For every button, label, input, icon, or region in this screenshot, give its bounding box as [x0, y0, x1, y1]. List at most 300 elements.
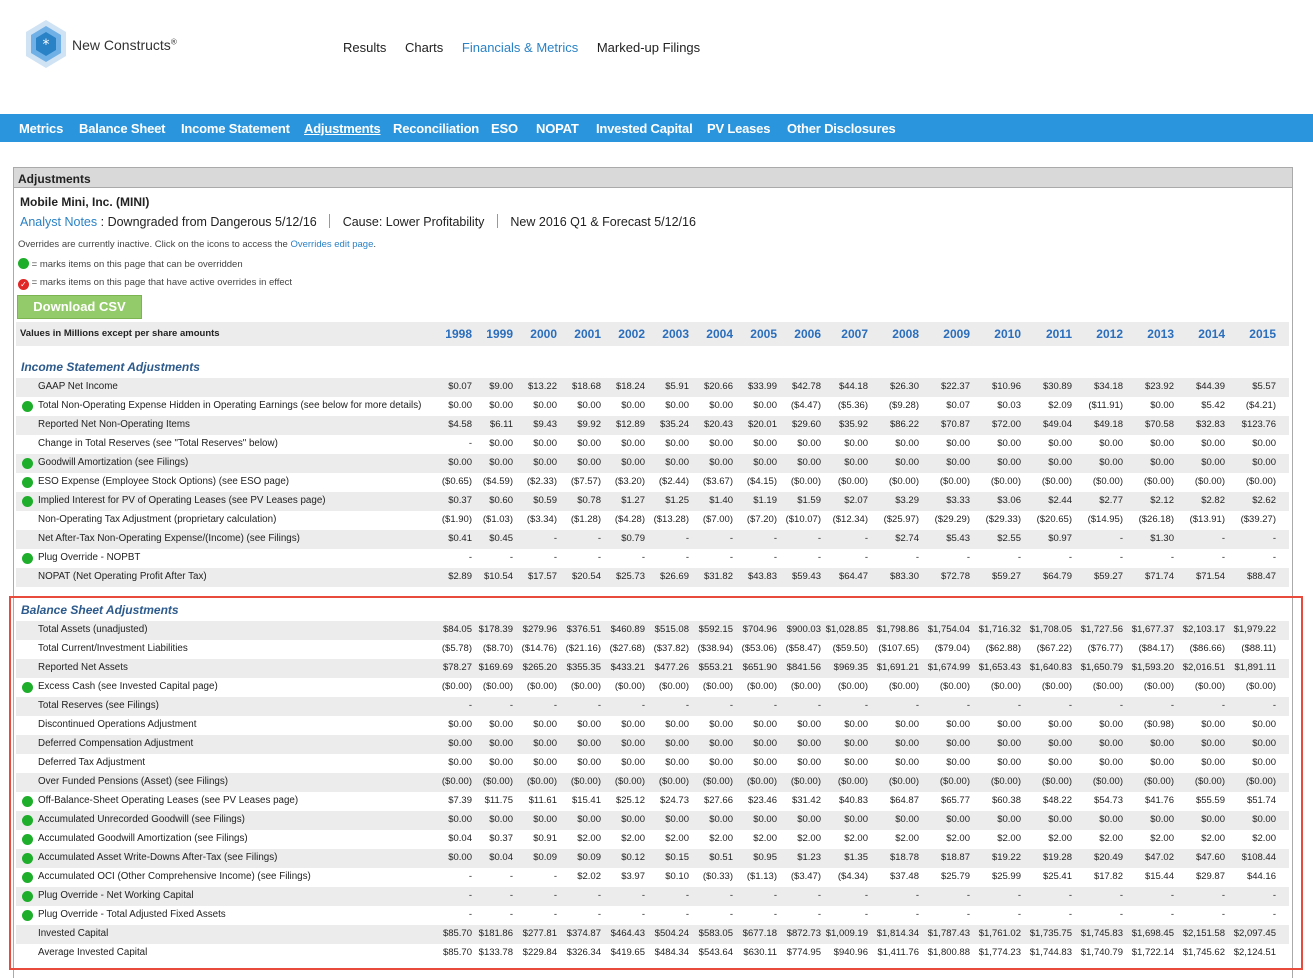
cell-value: $2,103.17 [1182, 624, 1225, 635]
cell-value: - [509, 871, 513, 882]
cell-value: $0.00 [1048, 457, 1072, 468]
cell-value: ($26.18) [1138, 514, 1174, 525]
cell-value: $20.01 [747, 419, 777, 430]
cell-value: $49.04 [1042, 419, 1072, 430]
cell-value: $1.27 [621, 495, 645, 506]
cell-value: $64.47 [838, 571, 868, 582]
cell-value: $2.55 [997, 533, 1021, 544]
cell-value: $2.00 [753, 833, 777, 844]
cell-value: $0.00 [621, 738, 645, 749]
override-dot-icon[interactable] [22, 553, 33, 564]
cell-value: ($62.88) [985, 643, 1021, 654]
cell-value: - [966, 552, 970, 563]
cell-value: $49.18 [1093, 419, 1123, 430]
cell-value: $0.07 [946, 400, 970, 411]
cell-value: $515.08 [654, 624, 689, 635]
year-header: 2006 [794, 327, 821, 341]
cell-value: ($2.44) [658, 476, 689, 487]
cell-value: $376.51 [566, 624, 601, 635]
row-label: ESO Expense (Employee Stock Options) (see ESO page) [38, 476, 290, 487]
analyst-notes-link[interactable]: Analyst Notes [20, 215, 98, 229]
cell-value: $5.42 [1201, 400, 1225, 411]
cell-value: $0.09 [577, 852, 601, 863]
cell-value: ($1.13) [746, 871, 777, 882]
cell-value: - [773, 909, 777, 920]
cell-value: $1,411.76 [877, 947, 919, 958]
cell-value: $2,124.51 [1233, 947, 1276, 958]
cell-value: $0.00 [1201, 738, 1225, 749]
cell-value: $3.06 [997, 495, 1021, 506]
cell-value: $0.00 [489, 719, 513, 730]
cell-value: $326.34 [566, 947, 601, 958]
cell-value: - [817, 700, 821, 711]
table-row [16, 416, 1289, 435]
cell-value: $32.83 [1195, 419, 1225, 430]
row-label: GAAP Net Income [38, 381, 118, 392]
cell-value: $1.25 [665, 495, 689, 506]
table-row [16, 549, 1289, 568]
cell-value: ($0.00) [482, 776, 513, 787]
cell-value: $20.43 [703, 419, 733, 430]
cell-value: - [1068, 552, 1072, 563]
cell-value: - [915, 890, 919, 901]
cell-value: $0.00 [1201, 719, 1225, 730]
cell-value: - [509, 700, 513, 711]
cell-value: $4.58 [448, 419, 472, 430]
cell-value: ($4.28) [614, 514, 645, 525]
new-constructs-logo[interactable] [22, 18, 70, 70]
topnav-charts[interactable]: Charts [404, 40, 444, 55]
cell-value: $0.00 [709, 400, 733, 411]
cell-value: $54.73 [1093, 795, 1123, 806]
cell-value: - [553, 533, 557, 544]
row-label: Reported Net Non-Operating Items [38, 419, 190, 430]
cell-value: $0.00 [1150, 438, 1174, 449]
cell-value: - [553, 909, 557, 920]
overrides-status: Overrides are currently inactive. Click on the icons to access the Overrides edit page. [18, 239, 377, 250]
cell-value: $1,744.83 [1029, 947, 1072, 958]
top-nav [343, 40, 715, 55]
cell-value: - [553, 552, 557, 563]
cell-value: $1,677.37 [1131, 624, 1174, 635]
cell-value: $0.00 [1201, 814, 1225, 825]
cell-value: - [773, 700, 777, 711]
cell-value: $1,722.14 [1131, 947, 1174, 958]
cell-value: $0.00 [844, 719, 868, 730]
year-header: 2005 [750, 327, 777, 341]
cell-value: $44.39 [1195, 381, 1225, 392]
cell-value: $0.00 [895, 438, 919, 449]
cell-value: $0.78 [577, 495, 601, 506]
cell-value: $169.69 [478, 662, 513, 673]
cell-value: $11.61 [528, 795, 557, 806]
cell-value: ($7.20) [746, 514, 777, 525]
row-label: Total Assets (unadjusted) [38, 624, 148, 635]
cell-value: $0.12 [621, 852, 645, 863]
cell-value: $0.00 [844, 814, 868, 825]
cell-value: $0.00 [1099, 757, 1123, 768]
cell-value: ($25.97) [883, 514, 919, 525]
cell-value: $72.78 [940, 571, 970, 582]
cell-value: $0.00 [533, 457, 557, 468]
cell-value: $11.75 [484, 795, 513, 806]
cell-value: $1,708.05 [1029, 624, 1072, 635]
cell-value: $12.89 [615, 419, 645, 430]
cell-value: - [468, 890, 472, 901]
cell-value: ($0.00) [746, 681, 777, 692]
cell-value: $0.00 [577, 738, 601, 749]
cell-value: $651.90 [742, 662, 777, 673]
cell-value: $2.00 [946, 833, 970, 844]
cell-value: $0.00 [665, 719, 689, 730]
cell-value: - [1068, 700, 1072, 711]
sub-nav [0, 114, 1313, 142]
cell-value: $64.79 [1042, 571, 1072, 582]
override-dot-icon[interactable] [22, 496, 33, 507]
cell-value: $2.00 [895, 833, 919, 844]
cell-value: ($37.82) [653, 643, 689, 654]
subnav-balance-sheet[interactable]: Balance Sheet [79, 121, 166, 136]
cell-value: $1,754.04 [927, 624, 970, 635]
cell-value: ($3.20) [614, 476, 645, 487]
cell-value: - [915, 700, 919, 711]
subnav-reconciliation[interactable]: Reconciliation [393, 121, 480, 136]
cell-value: $2.00 [709, 833, 733, 844]
cell-value: - [641, 700, 645, 711]
cell-value: $0.00 [448, 738, 472, 749]
subnav-adjustments[interactable]: Adjustments [304, 121, 381, 136]
cell-value: $29.87 [1195, 871, 1225, 882]
cell-value: $0.00 [621, 400, 645, 411]
topnav-financials-metrics[interactable]: Financials & Metrics [461, 40, 579, 55]
cell-value: - [773, 533, 777, 544]
cell-value: $0.00 [709, 457, 733, 468]
cell-value: $70.87 [940, 419, 970, 430]
cell-value: ($0.00) [790, 681, 821, 692]
cell-value: $1,979.22 [1233, 624, 1276, 635]
cell-value: ($0.00) [746, 776, 777, 787]
cell-value: $0.00 [753, 457, 777, 468]
cell-value: $25.73 [615, 571, 645, 582]
cell-value: $0.00 [1252, 438, 1276, 449]
cell-value: - [553, 890, 557, 901]
cell-value: $0.00 [489, 757, 513, 768]
cell-value: $1,674.99 [927, 662, 970, 673]
cell-value: - [641, 890, 645, 901]
cell-value: ($14.76) [521, 643, 557, 654]
cell-value: $25.41 [1042, 871, 1072, 882]
cell-value: ($0.00) [939, 681, 970, 692]
cell-value: $0.00 [1099, 438, 1123, 449]
cell-value: $2.00 [797, 833, 821, 844]
cell-value: $0.00 [797, 814, 821, 825]
cell-value: $0.00 [709, 738, 733, 749]
brand-name[interactable]: New Constructs® [72, 37, 177, 53]
cell-value: - [817, 552, 821, 563]
cell-value: ($0.00) [837, 776, 868, 787]
cell-value: $0.04 [489, 852, 513, 863]
cell-value: $0.00 [709, 438, 733, 449]
year-header: 2003 [662, 327, 689, 341]
cell-value: ($0.00) [658, 681, 689, 692]
cell-value: $0.00 [621, 457, 645, 468]
override-dot-icon[interactable] [22, 401, 33, 412]
cell-value: - [1272, 533, 1276, 544]
download-csv-button[interactable]: Download CSV [17, 295, 142, 319]
cell-value: $0.00 [797, 457, 821, 468]
cell-value: $0.00 [753, 438, 777, 449]
cell-value: ($0.00) [837, 476, 868, 487]
subnav-nopat[interactable]: NOPAT [536, 121, 579, 136]
cell-value: $0.00 [448, 814, 472, 825]
table-row [16, 568, 1289, 587]
topnav-marked-up-filings[interactable]: Marked-up Filings [596, 40, 701, 55]
cell-value: ($3.67) [702, 476, 733, 487]
cell-value: $2.00 [844, 833, 868, 844]
cell-value: - [1068, 890, 1072, 901]
cell-value: - [729, 700, 733, 711]
cell-value: ($53.06) [741, 643, 777, 654]
override-dot-icon[interactable] [22, 458, 33, 469]
cell-value: $44.18 [838, 381, 868, 392]
row-label: Net After-Tax Non-Operating Expense/(Income) (see Filings) [38, 533, 300, 544]
cell-value: - [468, 871, 472, 882]
overrides-edit-link[interactable]: Overrides edit page [290, 239, 374, 250]
subnav-pv-leases[interactable]: PV Leases [707, 121, 771, 136]
year-header: 2010 [994, 327, 1021, 341]
row-label: Total Current/Investment Liabilities [38, 643, 188, 654]
cell-value: ($0.00) [1092, 476, 1123, 487]
cell-value: $229.84 [522, 947, 557, 958]
year-header: 2001 [574, 327, 601, 341]
row-label: Deferred Compensation Adjustment [38, 738, 194, 749]
section-title: Balance Sheet Adjustments [21, 603, 179, 617]
cell-value: $0.00 [946, 719, 970, 730]
cell-value: $0.00 [844, 738, 868, 749]
subnav-other-disclosures[interactable]: Other Disclosures [787, 121, 896, 136]
year-header: 2015 [1249, 327, 1276, 341]
cell-value: $419.65 [610, 947, 645, 958]
cell-value: ($0.00) [1245, 776, 1276, 787]
cell-value: ($0.98) [1143, 719, 1174, 730]
row-label: Implied Interest for PV of Operating Leases (see PV Leases page) [38, 495, 326, 506]
note-cause: Cause: Lower Profitability [342, 215, 485, 229]
cell-value: $0.00 [621, 814, 645, 825]
cell-value: $0.97 [1048, 533, 1072, 544]
cell-value: - [1221, 700, 1225, 711]
cell-value: $2,097.45 [1233, 928, 1276, 939]
cell-value: ($3.47) [790, 871, 821, 882]
section-title: Income Statement Adjustments [21, 360, 200, 374]
cell-value: - [1221, 533, 1225, 544]
red-check-icon: ✓ [18, 279, 29, 290]
cell-value: ($1.03) [482, 514, 513, 525]
cell-value: $0.00 [797, 738, 821, 749]
cell-value: $59.27 [991, 571, 1021, 582]
cell-value: $0.00 [1048, 438, 1072, 449]
cell-value: $0.00 [997, 457, 1021, 468]
cell-value: $0.00 [997, 814, 1021, 825]
cell-value: ($0.00) [1143, 776, 1174, 787]
cell-value: $543.64 [698, 947, 733, 958]
cell-value: $0.00 [577, 438, 601, 449]
cell-value: - [817, 909, 821, 920]
cell-value: $592.15 [698, 624, 733, 635]
cell-value: $26.30 [889, 381, 919, 392]
row-label: Accumulated Unrecorded Goodwill (see Filings) [38, 814, 245, 825]
cell-value: $13.22 [527, 381, 557, 392]
cell-value: $1,727.56 [1080, 624, 1123, 635]
cell-value: $0.15 [665, 852, 689, 863]
cell-value: $9.00 [489, 381, 513, 392]
cell-value: ($0.00) [888, 476, 919, 487]
cell-value: ($0.00) [1092, 681, 1123, 692]
cell-value: ($8.70) [482, 643, 513, 654]
table-row [16, 397, 1289, 416]
cell-value: - [773, 552, 777, 563]
subnav-invested-capital[interactable]: Invested Capital [596, 121, 693, 136]
cell-value: - [729, 552, 733, 563]
cell-value: $2.00 [1048, 833, 1072, 844]
row-label: Accumulated OCI (Other Comprehensive Income) (see Filings) [38, 871, 311, 882]
cell-value: $0.00 [533, 757, 557, 768]
cell-value: $872.73 [786, 928, 821, 939]
cell-value: $0.00 [489, 814, 513, 825]
cell-value: $25.99 [991, 871, 1021, 882]
cell-value: $0.60 [489, 495, 513, 506]
cell-value: $0.00 [448, 852, 472, 863]
cell-value: $42.78 [791, 381, 821, 392]
cell-value: - [597, 909, 601, 920]
cell-value: $900.03 [786, 624, 821, 635]
cell-value: ($3.34) [526, 514, 557, 525]
cell-value: ($0.00) [888, 776, 919, 787]
cell-value: $0.00 [621, 438, 645, 449]
cell-value: $2.00 [1099, 833, 1123, 844]
subnav-eso[interactable]: ESO [491, 121, 518, 136]
cell-value: ($0.00) [614, 776, 645, 787]
cell-value: ($88.11) [1241, 643, 1276, 654]
cell-value: $1.35 [844, 852, 868, 863]
cell-value: ($0.00) [990, 681, 1021, 692]
cell-value: $0.00 [665, 814, 689, 825]
cell-value: $630.11 [743, 947, 777, 958]
cell-value: - [597, 552, 601, 563]
cell-value: $0.00 [533, 438, 557, 449]
cell-value: $279.96 [522, 624, 557, 635]
cell-value: - [966, 890, 970, 901]
cell-value: - [641, 552, 645, 563]
cell-value: $60.38 [991, 795, 1021, 806]
cell-value: $65.77 [940, 795, 970, 806]
cell-value: ($0.00) [939, 476, 970, 487]
cell-value: $31.82 [703, 571, 733, 582]
cell-value: ($4.21) [1245, 400, 1276, 411]
cell-value: $108.44 [1241, 852, 1276, 863]
cell-value: $0.00 [665, 738, 689, 749]
cell-value: $7.39 [448, 795, 472, 806]
cell-value: ($5.36) [837, 400, 868, 411]
cell-value: $265.20 [522, 662, 557, 673]
cell-value: - [773, 890, 777, 901]
cell-value: $0.00 [895, 719, 919, 730]
cell-value: $0.00 [753, 814, 777, 825]
cell-value: ($4.47) [790, 400, 821, 411]
cell-value: ($0.00) [1194, 476, 1225, 487]
cell-value: $0.00 [533, 738, 557, 749]
cell-value: - [1119, 552, 1123, 563]
cell-value: ($0.00) [990, 476, 1021, 487]
cell-value: $20.54 [571, 571, 601, 582]
cell-value: $0.00 [997, 757, 1021, 768]
cell-value: ($0.00) [702, 776, 733, 787]
row-label: Over Funded Pensions (Asset) (see Filings) [38, 776, 229, 787]
row-label: Non-Operating Tax Adjustment (proprietary calculation) [38, 514, 277, 525]
cell-value: $22.37 [940, 381, 970, 392]
cell-value: $2,151.58 [1182, 928, 1225, 939]
cell-value: $0.00 [1201, 757, 1225, 768]
cell-value: $17.57 [527, 571, 557, 582]
cell-value: - [864, 533, 868, 544]
note-forecast: New 2016 Q1 & Forecast 5/12/16 [510, 215, 696, 229]
cell-value: $0.00 [895, 457, 919, 468]
year-header: 2011 [1045, 327, 1072, 341]
cell-value: $3.33 [946, 495, 970, 506]
cell-value: $24.73 [659, 795, 689, 806]
cell-value: ($84.17) [1138, 643, 1174, 654]
cell-value: $26.69 [659, 571, 689, 582]
company-name: Mobile Mini, Inc. (MINI) [20, 195, 150, 209]
cell-value: $553.21 [698, 662, 733, 673]
cell-value: - [1017, 890, 1021, 901]
cell-value: $1,593.20 [1131, 662, 1174, 673]
cell-value: ($0.00) [702, 681, 733, 692]
cell-value: $0.00 [946, 757, 970, 768]
cell-value: $133.78 [478, 947, 513, 958]
cell-value: ($1.90) [441, 514, 472, 525]
cell-value: $677.18 [742, 928, 777, 939]
cell-value: ($0.00) [790, 776, 821, 787]
table-row [16, 378, 1289, 397]
cell-value: $0.00 [1099, 738, 1123, 749]
cell-value: - [685, 552, 689, 563]
cell-value: ($21.16) [565, 643, 601, 654]
year-header: 2008 [892, 327, 919, 341]
subnav-income-statement[interactable]: Income Statement [181, 121, 290, 136]
cell-value: - [553, 700, 557, 711]
cell-value: $2.00 [1150, 833, 1174, 844]
row-label: Reported Net Assets [38, 662, 128, 673]
cell-value: $1,740.79 [1080, 947, 1123, 958]
topnav-results[interactable]: Results [343, 40, 387, 55]
row-label: Total Reserves (see Filings) [38, 700, 159, 711]
subnav-metrics[interactable]: Metrics [19, 121, 64, 136]
row-label: Total Non-Operating Expense Hidden in Operating Earnings (see below for more details) [38, 400, 422, 411]
cell-value: ($0.00) [1041, 681, 1072, 692]
cell-value: $2.74 [895, 533, 919, 544]
row-label: Plug Override - NOPBT [38, 552, 141, 563]
cell-value: $59.43 [791, 571, 821, 582]
cell-value: - [864, 700, 868, 711]
balance-sheet-highlight [9, 596, 1303, 970]
cell-value: $0.00 [577, 814, 601, 825]
cell-value: - [1170, 890, 1174, 901]
green-dot-icon [18, 258, 29, 269]
cell-value: ($2.33) [526, 476, 557, 487]
cell-value: $15.44 [1144, 871, 1174, 882]
override-dot-icon[interactable] [22, 477, 33, 488]
table-header [16, 322, 1289, 346]
